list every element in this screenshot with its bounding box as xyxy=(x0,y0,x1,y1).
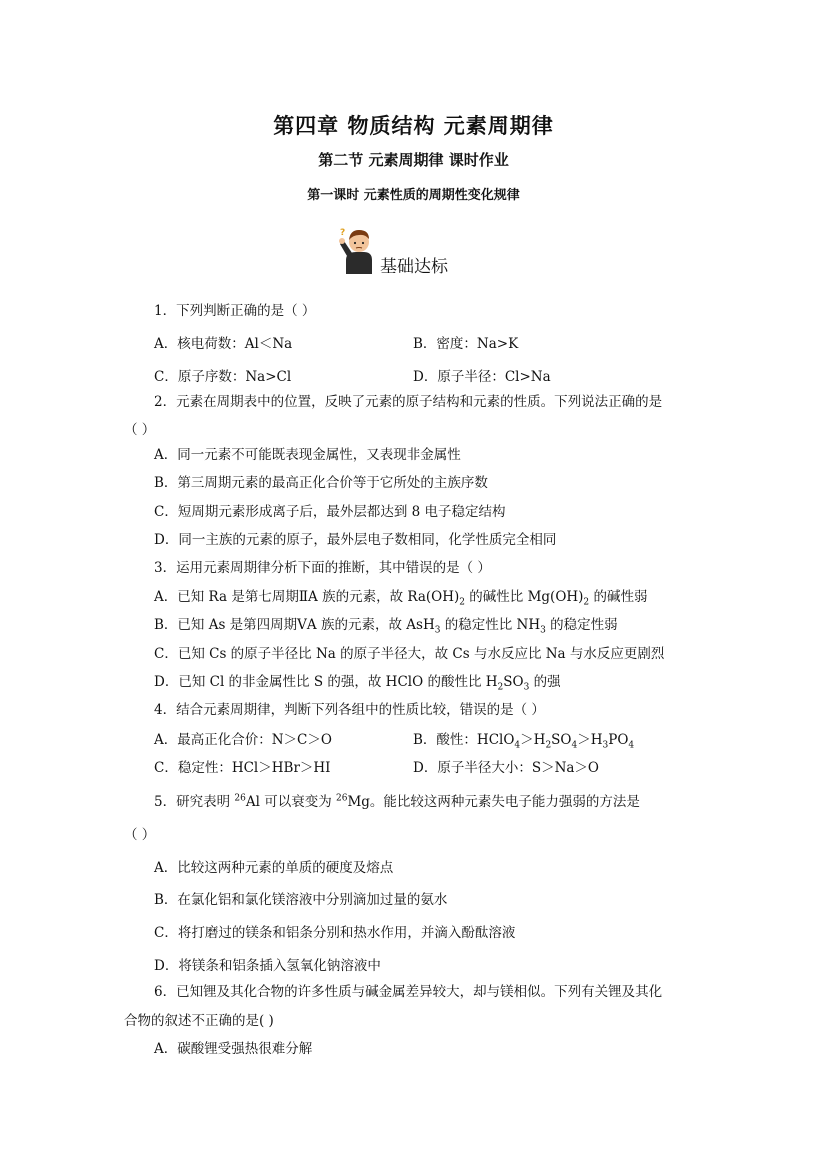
q3-b-sub-2: 3 xyxy=(540,625,546,636)
q5-stem-text-3: Mg。能比较这两种元素失电子能力强弱的方法是 xyxy=(347,794,640,810)
q3-d-text-3: 的强 xyxy=(529,674,561,690)
q3-option-b xyxy=(154,616,618,634)
q4-b-sub-4: 3 xyxy=(602,740,609,751)
q2-answer-paren: （ ） xyxy=(124,422,156,438)
section-title: 第二节 元素周期律 课时作业 xyxy=(318,151,509,169)
q3-d-text-2: SO xyxy=(503,674,524,690)
q3-b-text-3: 的稳定性弱 xyxy=(545,617,618,633)
svg-text:?: ? xyxy=(340,228,346,238)
q3-option-a xyxy=(154,588,647,606)
q3-d-sub-1: 2 xyxy=(497,682,504,693)
q4-b-text-3: SO xyxy=(551,732,572,748)
q3-b-text-2: 的稳定性比 NH xyxy=(440,617,541,633)
q5-answer-paren: （ ） xyxy=(124,827,156,843)
q4-option-d: D．原子半径大小：S＞Na＞O xyxy=(413,760,600,776)
q6-stem-line-1: 6．已知锂及其化合物的许多性质与碱金属差异较大，却与镁相似。下列有关锂及其化 xyxy=(154,984,663,1000)
q3-d-sub-2: 3 xyxy=(523,682,530,693)
q5-stem xyxy=(154,793,640,811)
q3-option-d xyxy=(154,673,561,691)
q5-mass-number-mg: 26 xyxy=(336,793,348,804)
q4-option-b xyxy=(413,731,634,749)
practice-label: 基础达标 xyxy=(380,257,448,277)
q6-stem-line-2: 合物的叙述不正确的是( ) xyxy=(124,1013,274,1029)
q3-stem: 3．运用元素周期律分析下面的推断，其中错误的是（ ） xyxy=(154,560,491,576)
q3-a-text-2: 的碱性比 Mg(OH) xyxy=(465,589,584,605)
q5-option-a: A．比较这两种元素的单质的硬度及熔点 xyxy=(154,860,394,876)
q2-option-c: C．短周期元素形成离子后，最外层都达到 8 电子稳定结构 xyxy=(154,504,506,520)
q1-stem: 1．下列判断正确的是（ ） xyxy=(154,303,316,319)
q1-option-a: A．核电荷数：Al＜Na xyxy=(154,336,293,352)
q5-mass-number-al: 26 xyxy=(234,793,246,804)
q4-b-sub-2: 2 xyxy=(545,740,552,751)
q3-b-sub-1: 3 xyxy=(434,625,441,636)
q2-option-d: D．同一主族的元素的原子，最外层电子数相同，化学性质完全相同 xyxy=(154,532,557,548)
q5-stem-text-1: 5．研究表明 xyxy=(154,794,235,810)
q1-option-c: C．原子序数：Na>Cl xyxy=(154,369,292,385)
q4-b-text-1: B．酸性：HClO xyxy=(413,732,515,748)
q2-option-a: A．同一元素不可能既表现金属性，又表现非金属性 xyxy=(154,447,461,463)
q2-stem: 2．元素在周期表中的位置，反映了元素的原子结构和元素的性质。下列说法正确的是 xyxy=(154,394,663,410)
q5-stem-text-2: Al 可以衰变为 xyxy=(245,794,336,810)
q6-option-a: A．碳酸锂受强热很难分解 xyxy=(154,1041,313,1057)
q4-b-text-2: ＞H xyxy=(520,732,546,748)
q3-a-text-3: 的碱性弱 xyxy=(589,589,648,605)
q5-option-b: B．在氯化铝和氯化镁溶液中分别滴加过量的氨水 xyxy=(154,892,448,908)
lesson-title: 第一课时 元素性质的周期性变化规律 xyxy=(307,188,520,203)
thinking-boy-icon xyxy=(338,226,380,274)
practice-section-header xyxy=(338,226,498,276)
q3-a-text-1: A．已知 Ra 是第七周期ⅡA 族的元素，故 Ra(OH) xyxy=(154,589,460,605)
q1-option-b: B．密度：Na>K xyxy=(413,336,519,352)
q3-option-c: C．已知 Cs 的原子半径比 Na 的原子半径大，故 Cs 与水反应比 Na 与水反应更剧烈 xyxy=(154,646,665,662)
q3-b-text-1: B．已知 As 是第四周期ⅤA 族的元素，故 AsH xyxy=(154,617,435,633)
q5-option-c: C．将打磨过的镁条和铝条分别和热水作用，并滴入酚酞溶液 xyxy=(154,925,516,941)
q4-stem: 4．结合元素周期律，判断下列各组中的性质比较，错误的是（ ） xyxy=(154,702,545,718)
q2-option-b: B．第三周期元素的最高正化合价等于它所处的主族序数 xyxy=(154,475,488,491)
q4-option-c: C．稳定性：HCl＞HBr＞HI xyxy=(154,760,331,776)
q4-b-sub-3: 4 xyxy=(571,740,578,751)
q3-d-text-1: D．已知 Cl 的非金属性比 S 的强，故 HClO 的酸性比 H xyxy=(154,674,498,690)
q4-b-sub-1: 4 xyxy=(514,740,521,751)
q4-option-a: A．最高正化合价：N＞C＞O xyxy=(154,732,332,748)
q3-a-sub-2: 2 xyxy=(583,597,590,608)
q5-option-d: D．将镁条和铝条插入氢氧化钠溶液中 xyxy=(154,958,381,974)
q3-a-sub-1: 2 xyxy=(459,597,465,608)
chapter-title: 第四章 物质结构 元素周期律 xyxy=(273,113,554,138)
q4-b-text-5: PO xyxy=(608,732,629,748)
q1-option-d: D．原子半径：Cl>Na xyxy=(413,369,551,385)
q4-b-text-4: ＞H xyxy=(577,732,603,748)
q4-b-sub-5: 4 xyxy=(628,740,635,751)
